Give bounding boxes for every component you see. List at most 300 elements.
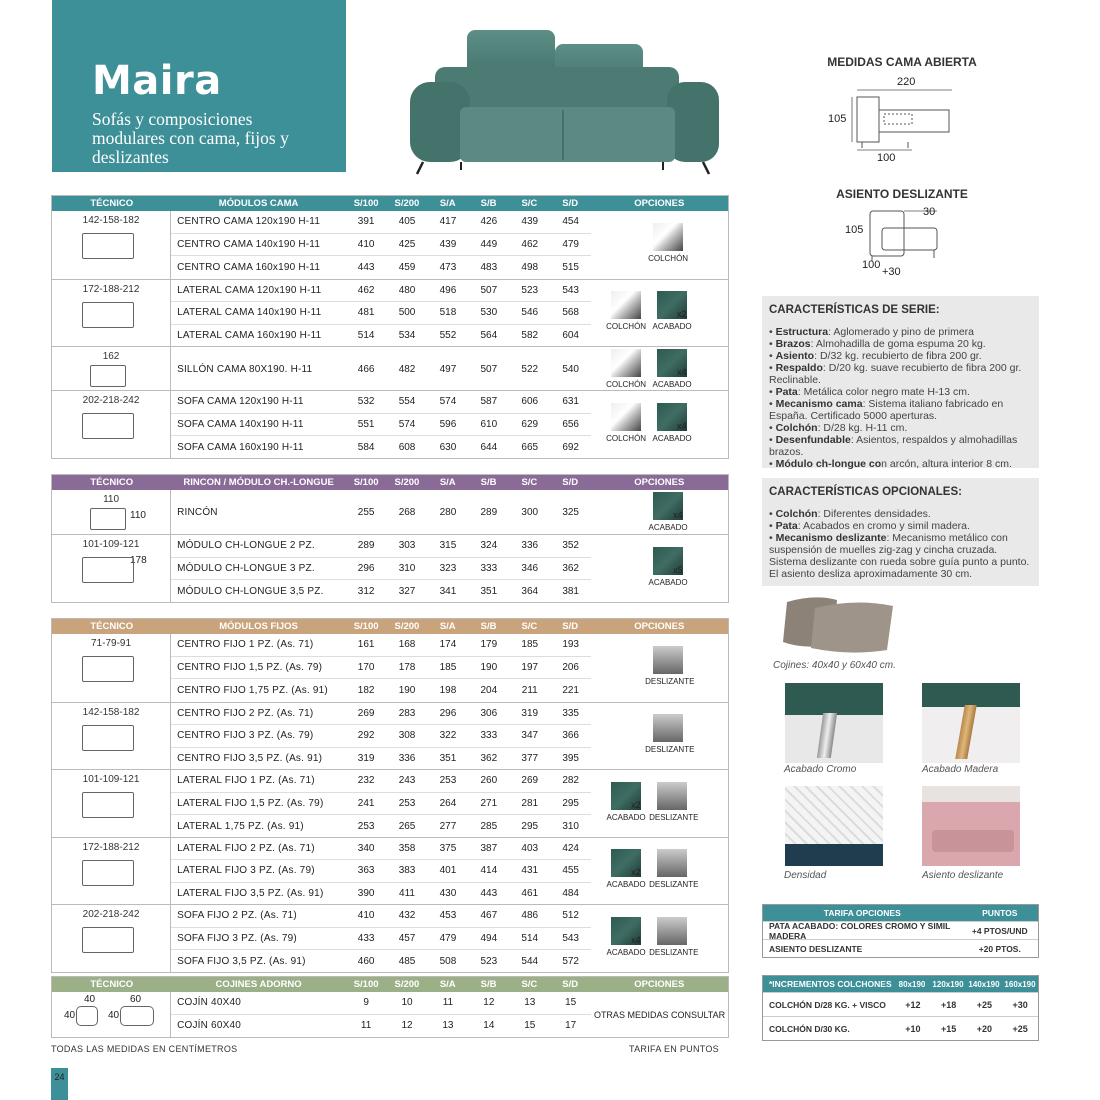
options-cell: [591, 347, 728, 390]
row-price: 608: [398, 441, 416, 453]
table-row: [171, 703, 591, 726]
table-row: [171, 436, 591, 459]
col-modulos: MÓDULOS FIJOS: [219, 621, 298, 632]
col-price: S/B: [480, 621, 497, 632]
col-modulos: MÓDULOS CAMA: [218, 198, 299, 209]
options-cell: [591, 770, 728, 837]
feature-item: [769, 520, 1031, 532]
row-price: 232: [357, 775, 375, 787]
row-price: 324: [480, 540, 498, 552]
col-price: S/C: [521, 621, 538, 632]
table-row: [171, 748, 591, 771]
module-outline: [82, 656, 134, 682]
row-price: 411: [399, 888, 415, 900]
row-price: 319: [357, 753, 375, 765]
row-price: 241: [357, 797, 375, 809]
table-row: [171, 838, 591, 861]
cushion-dim: 40: [84, 994, 96, 1005]
option-swatch-deslizante: [657, 917, 687, 945]
colchon-item: COLCHÓN D/30 KG.: [769, 1023, 850, 1034]
tarifa-rows: [763, 921, 1038, 957]
option-multiplier: x2: [631, 799, 641, 810]
row-price: 410: [357, 238, 375, 250]
option-label: ACABADO: [606, 947, 646, 957]
row-price: 523: [521, 284, 539, 296]
row-price: 358: [398, 842, 416, 854]
row-price: 512: [562, 910, 579, 922]
colchones-cols: [894, 980, 1038, 989]
row-price: 289: [480, 506, 498, 518]
option-label: ACABADO: [648, 523, 688, 532]
rows-cell: [171, 703, 591, 770]
row-price: 564: [480, 330, 498, 342]
row-price: 319: [521, 707, 539, 719]
feature-key: Mecanismo cama: [775, 398, 863, 410]
options-cell: [591, 280, 728, 347]
row-price: 11: [360, 1020, 372, 1032]
row-price: 405: [398, 216, 416, 228]
serie-list: [769, 326, 1031, 470]
row-price: 439: [439, 238, 457, 250]
row-name: SOFA CAMA 160x190 H-11: [177, 441, 304, 453]
rows-cell: [171, 211, 591, 279]
row-price: 351: [480, 585, 498, 597]
row-name: CENTRO CAMA 160x190 H-11: [177, 261, 321, 273]
row-price: 17: [565, 1020, 577, 1032]
row-price: 340: [357, 842, 375, 854]
options-note: OTRAS MEDIDAS CONSULTAR: [593, 1009, 726, 1020]
row-price: 403: [521, 842, 539, 854]
row-price: 449: [480, 238, 498, 250]
row-price: 383: [398, 865, 416, 877]
colchon-value: +30: [1012, 999, 1028, 1010]
tarifa-header-points: PUNTOS: [982, 908, 1018, 918]
colchon-value: +25: [976, 999, 993, 1010]
col-price: S/A: [439, 477, 456, 488]
table-block: [52, 534, 728, 602]
row-name: LATERAL CAMA 140x190 H-11: [177, 307, 322, 319]
tarifa-row: [763, 921, 1038, 939]
table-row: [171, 391, 591, 414]
table-row: [171, 725, 591, 748]
row-price: 9: [363, 997, 369, 1009]
row-price: 185: [521, 639, 539, 651]
subtitle: [92, 110, 346, 167]
col-price: S/A: [439, 979, 456, 990]
colchon-col: 160x190: [1004, 979, 1036, 989]
options-cell: [591, 703, 728, 770]
tarifa-opciones-table: [762, 904, 1039, 958]
feature-value: : Mecanismo metálico con suspensión de muelles zig-zag y cincha cruzada. Sistema deslizante con rueda sobre guía punto a punto. El asiento desliza aproximadamente 30 cm.: [769, 532, 1030, 580]
medidas-height: 105: [828, 113, 847, 125]
row-price: 443: [480, 888, 498, 900]
row-price: 461: [521, 888, 539, 900]
options-cell: [591, 838, 728, 905]
tecnico-dims: 202-218-242: [82, 909, 140, 920]
feature-item: [769, 434, 1031, 458]
row-name: CENTRO CAMA 120x190 H-11: [177, 216, 321, 228]
row-price: 351: [439, 753, 457, 765]
row-price: 417: [439, 216, 457, 228]
mattress-photo: [785, 786, 883, 866]
table-row: [171, 302, 591, 325]
feature-key: Asiento: [775, 350, 815, 362]
row-price: 346: [521, 562, 539, 574]
col-price: S/D: [562, 477, 579, 488]
feature-item: [769, 508, 1031, 520]
table-row: [171, 558, 591, 581]
tarifa-row: [763, 939, 1038, 957]
row-price: 508: [439, 955, 457, 967]
feature-value: : Almohadilla de goma espuma 20 kg.: [810, 338, 986, 350]
row-price: 433: [357, 932, 375, 944]
table-block: [52, 346, 728, 390]
medidas-depth: 100: [877, 152, 896, 164]
row-price: 308: [398, 730, 416, 742]
colchon-value: +25: [1012, 1023, 1028, 1034]
row-price: 391: [357, 216, 375, 228]
feature-value: : Metálica color negro mate H-13 cm.: [797, 386, 970, 398]
module-outline: [82, 927, 134, 953]
option-label: DESLIZANTE: [649, 880, 699, 890]
row-price: 629: [521, 418, 539, 430]
row-price: 425: [398, 238, 416, 250]
feature-key: Mecanismo deslizante: [775, 532, 887, 544]
module-outline: [82, 413, 134, 439]
option-multiplier: x4: [677, 367, 687, 377]
row-price: 466: [357, 363, 375, 375]
row-price: 325: [562, 506, 579, 518]
option-swatch-deslizante: [657, 849, 687, 877]
col-price: S/C: [521, 477, 538, 488]
col-price: S/D: [562, 979, 579, 990]
tecnico-cell: [52, 280, 171, 347]
feature-item: [769, 326, 1031, 338]
row-price: 377: [521, 753, 539, 765]
rows-cell: [171, 838, 591, 905]
option-label: DESLIZANTE: [645, 676, 695, 686]
row-price: 310: [398, 562, 416, 574]
row-price: 485: [398, 955, 416, 967]
cushion-outline: [120, 1006, 154, 1026]
title-block: [52, 0, 346, 172]
option-swatch-colchón: [653, 223, 683, 251]
option-label: ACABADO: [648, 577, 688, 587]
feature-item: [769, 532, 1031, 580]
row-price: 333: [480, 562, 498, 574]
madera-caption: Acabado Madera: [922, 764, 999, 775]
table-block: [52, 490, 728, 534]
row-price: 295: [562, 797, 579, 809]
tecnico-cell: [52, 703, 171, 770]
col-price: S/A: [439, 621, 456, 632]
col-price: S/A: [439, 198, 456, 209]
row-price: 514: [357, 330, 375, 342]
row-price: 574: [439, 396, 457, 408]
tarifa-header-label: TARIFA OPCIONES: [823, 908, 901, 918]
table-block: [52, 837, 728, 905]
feature-item: [769, 350, 1031, 362]
row-name: LATERAL CAMA 120x190 H-11: [177, 284, 322, 296]
tarifa-header: [763, 905, 1038, 921]
col-price: S/200: [394, 477, 420, 488]
tecnico-cell: [52, 490, 171, 534]
tecnico-cell: [52, 634, 171, 702]
sofa-product-image: [405, 22, 725, 177]
row-price: 190: [480, 661, 498, 673]
tecnico-cell: [52, 838, 171, 905]
row-price: 507: [480, 363, 498, 375]
colchones-rows: [763, 992, 1038, 1040]
feature-value: : D/20 kg. suave recubierto de fibra 200 gr. Reclinable.: [769, 362, 1022, 386]
option-multiplier: x2: [631, 867, 641, 878]
row-name: CENTRO FIJO 1 PZ. (As. 71): [177, 639, 314, 651]
row-name: MÓDULO CH-LONGUE 3 PZ.: [177, 562, 315, 574]
row-price: 221: [562, 684, 579, 696]
row-name: CENTRO FIJO 2 PZ. (As. 71): [177, 707, 314, 719]
row-price: 518: [439, 307, 457, 319]
row-price: 454: [562, 216, 579, 228]
rows-cell: [171, 280, 591, 347]
feature-item: [769, 422, 1031, 434]
table-row: [171, 815, 591, 838]
table-row: [171, 679, 591, 702]
cushion-outline: [76, 1006, 98, 1026]
row-price: 606: [521, 396, 539, 408]
row-price: 303: [398, 540, 416, 552]
row-price: 401: [439, 865, 457, 877]
tecnico-dims: 172-188-212: [82, 283, 140, 295]
table-block: [52, 634, 728, 702]
col-price: S/100: [353, 621, 379, 632]
tecnico-cell: [52, 770, 171, 837]
table-row: [171, 211, 591, 234]
row-price: 480: [398, 284, 416, 296]
row-price: 363: [357, 865, 375, 877]
row-price: 481: [357, 307, 375, 319]
row-price: 296: [439, 707, 457, 719]
row-price: 280: [439, 506, 457, 518]
row-price: 500: [398, 307, 416, 319]
row-price: 295: [521, 820, 539, 832]
row-name: SOFA CAMA 120x190 H-11: [177, 396, 304, 408]
row-price: 498: [521, 261, 539, 273]
table-row: [171, 535, 591, 558]
row-price: 211: [521, 684, 538, 696]
col-price: S/C: [521, 979, 538, 990]
row-price: 496: [439, 284, 457, 296]
col-price: S/200: [394, 979, 420, 990]
row-price: 430: [439, 888, 457, 900]
colchones-header-label: *INCREMENTOS COLCHONES: [769, 979, 892, 989]
tecnico-cell: [52, 905, 171, 972]
row-name: SILLÓN CAMA 80X190. H-11: [177, 363, 313, 375]
footer-note-left: TODAS LAS MEDIDAS EN CENTÍMETROS: [51, 1044, 238, 1054]
table-row: [171, 883, 591, 906]
row-price: 486: [521, 910, 539, 922]
row-price: 197: [521, 661, 539, 673]
row-price: 243: [398, 775, 416, 787]
feature-key: Respaldo: [775, 362, 823, 374]
row-price: 467: [480, 910, 498, 922]
tecnico-dims: 202-218-242: [82, 395, 140, 406]
row-price: 271: [480, 797, 498, 809]
row-price: 631: [562, 396, 579, 408]
feature-item: [769, 458, 1031, 470]
row-price: 269: [357, 707, 375, 719]
colchon-row: [763, 1016, 1038, 1040]
row-price: 482: [398, 363, 416, 375]
subtitle-line: deslizantes: [92, 147, 169, 167]
row-price: 543: [562, 932, 579, 944]
row-price: 497: [439, 363, 457, 375]
row-price: 253: [398, 797, 416, 809]
feature-value: : D/32 kg. recubierto de fibra 200 gr.: [814, 350, 982, 362]
col-price: S/200: [394, 621, 420, 632]
row-name: SOFA FIJO 3 PZ. (As. 79): [177, 932, 297, 944]
row-price: 532: [357, 396, 375, 408]
option-label: ACABADO: [652, 433, 692, 443]
feature-item: [769, 338, 1031, 350]
col-price: S/B: [480, 477, 497, 488]
colchon-col: 120x190: [932, 979, 964, 989]
row-price: 494: [480, 932, 498, 944]
row-price: 341: [439, 585, 457, 597]
option-multiplier: x4: [631, 934, 641, 945]
feature-item: [769, 386, 1031, 398]
row-price: 336: [521, 540, 539, 552]
row-price: 193: [562, 639, 579, 651]
tecnico-dims-2: 178: [130, 555, 147, 566]
option-label: COLCHÓN: [648, 253, 689, 263]
wood-leg: [955, 705, 977, 759]
colchones-table: [762, 975, 1039, 1041]
tarifa-item: PATA ACABADO: COLORES CROMO Y SIMIL MADERA: [769, 920, 951, 941]
asiento-width: 30: [923, 206, 936, 218]
row-price: 523: [480, 955, 498, 967]
asiento-depth: 100: [862, 259, 881, 271]
row-price: 630: [439, 441, 457, 453]
feature-value: : Diferentes densidades.: [817, 508, 931, 520]
rows-cell: [171, 905, 591, 972]
row-price: 484: [562, 888, 579, 900]
row-price: 310: [562, 820, 579, 832]
rows-cell: [171, 535, 591, 602]
row-price: 424: [562, 842, 579, 854]
table-header: [52, 977, 728, 992]
feature-value: : D/28 kg. H-11 cm.: [817, 422, 908, 434]
row-name: CENTRO FIJO 1,75 PZ. (As. 91): [177, 684, 328, 696]
row-price: 552: [439, 330, 457, 342]
option-swatch-colchón: [611, 349, 641, 377]
colchon-value: +20: [976, 1023, 993, 1034]
row-price: 534: [398, 330, 416, 342]
table-row: [171, 234, 591, 257]
col-price: S/200: [394, 198, 420, 209]
row-price: 333: [480, 730, 498, 742]
module-outline: [82, 725, 134, 751]
row-price: 347: [521, 730, 539, 742]
module-outline: [82, 302, 134, 328]
row-price: 161: [357, 639, 375, 651]
tarifa-item: ASIENTO DESLIZANTE: [769, 943, 863, 954]
row-price: 14: [483, 1020, 495, 1032]
col-tecnico: TÉCNICO: [90, 477, 134, 488]
deslizante-caption: Asiento deslizante: [922, 870, 1004, 881]
option-multiplier: x2: [677, 309, 687, 320]
table-header: [52, 475, 728, 490]
row-price: 335: [562, 707, 579, 719]
table-row: [171, 634, 591, 657]
feature-key: Módulo ch-longue co: [775, 458, 882, 470]
row-price: 610: [480, 418, 498, 430]
row-price: 255: [357, 506, 375, 518]
table-row: [171, 256, 591, 279]
feature-key: Pata: [775, 386, 798, 398]
table-row: [171, 905, 591, 928]
table-block: [52, 769, 728, 837]
row-price: 483: [480, 261, 498, 273]
row-price: 515: [562, 261, 579, 273]
module-outline: [90, 508, 126, 530]
row-price: 395: [562, 753, 579, 765]
row-price: 460: [357, 955, 375, 967]
table-rincon-m-dulo-ch-longue: [51, 474, 729, 603]
row-price: 572: [562, 955, 579, 967]
col-price: S/B: [480, 198, 497, 209]
table-row: [171, 793, 591, 816]
options-cell: [591, 905, 728, 972]
row-price: 431: [521, 865, 539, 877]
col-price: S/100: [353, 477, 379, 488]
feature-key: Estructura: [775, 326, 829, 338]
module-outline: [82, 557, 134, 583]
row-price: 12: [401, 1020, 413, 1032]
option-label: DESLIZANTE: [649, 947, 699, 957]
row-price: 366: [562, 730, 579, 742]
options-cell: [591, 211, 728, 279]
feature-value: : Acabados en cromo y simil madera.: [797, 520, 970, 532]
asiento-title: ASIENTO DESLIZANTE: [836, 187, 968, 201]
row-price: 13: [524, 997, 536, 1009]
row-price: 185: [439, 661, 457, 673]
options-cell: [591, 992, 728, 1037]
col-price: S/C: [521, 198, 538, 209]
col-tecnico: TÉCNICO: [90, 198, 134, 209]
option-label: DESLIZANTE: [645, 745, 695, 755]
row-name: CENTRO FIJO 1,5 PZ. (As. 79): [177, 661, 323, 673]
table-row: [171, 950, 591, 973]
table-row: [171, 501, 591, 524]
rows-cell: [171, 634, 591, 702]
table-row: [171, 770, 591, 793]
row-price: 15: [565, 997, 577, 1009]
subtitle-line: Sofás y composiciones: [92, 109, 253, 129]
option-label: ACABADO: [652, 322, 692, 332]
mattress-base: [785, 844, 883, 866]
table-row: [171, 280, 591, 303]
row-price: 306: [480, 707, 498, 719]
row-price: 300: [521, 506, 539, 518]
sliding-seat-photo: [922, 786, 1020, 866]
row-price: 453: [439, 910, 457, 922]
col-modulos: RINCON / MÓDULO CH.-LONGUE: [183, 477, 334, 488]
tarifa-points: +4 PTOS/UND: [971, 925, 1028, 936]
table-block: [52, 702, 728, 770]
col-price: S/D: [562, 621, 579, 632]
table-block: [52, 992, 728, 1037]
module-outline: [90, 365, 126, 387]
